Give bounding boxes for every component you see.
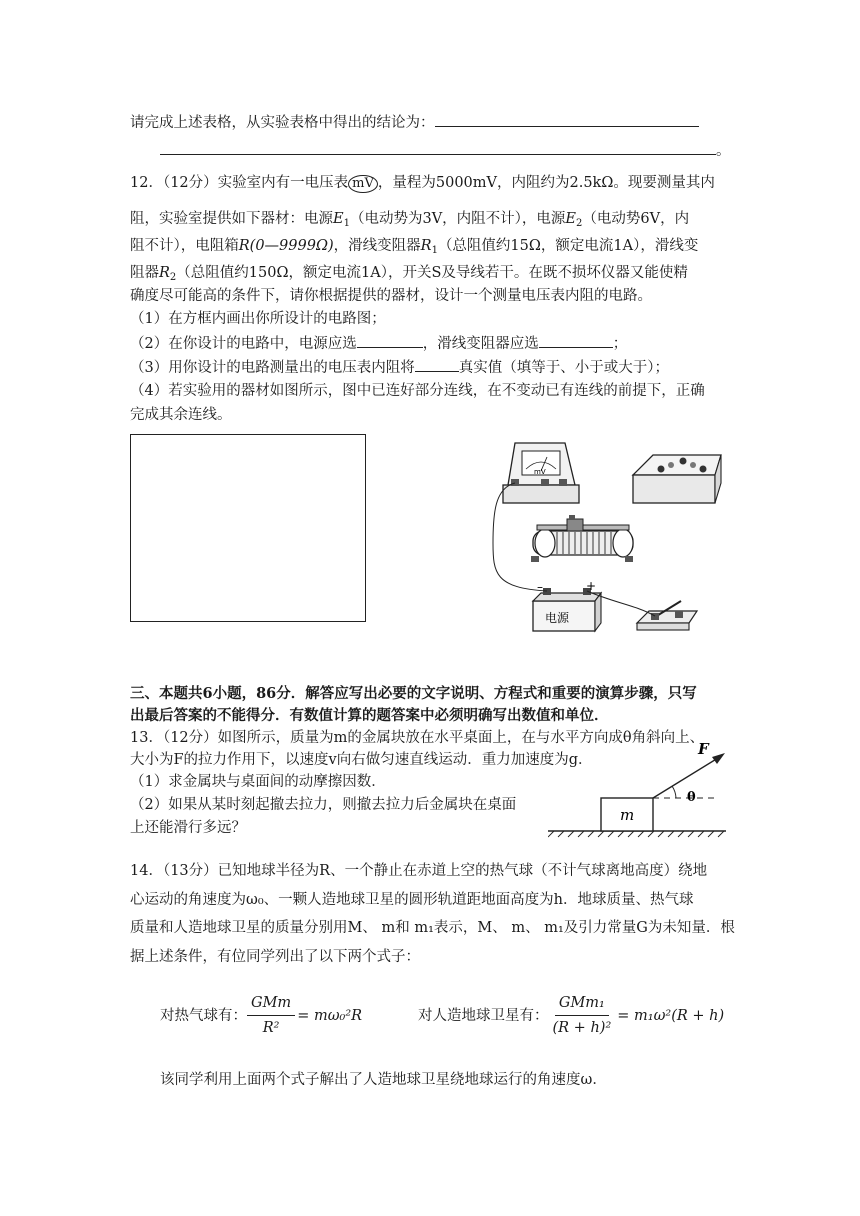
q13-sub-2b: 上还能滑行多远？ bbox=[130, 820, 246, 836]
q12-line-2: 阻，实验室提供如下器材：电源$E_1$（电动势为3V，内阻不计），电源$E_2$（电动势6V，内 bbox=[130, 211, 690, 229]
rheostat-device bbox=[531, 515, 633, 562]
meter-face-label: mV bbox=[534, 468, 546, 476]
q11-end-mark: 。 bbox=[716, 143, 731, 159]
equation-balloon: 对热气球有： $\frac{\text{GMm}}{\text{R²}}$ = mω₀²R bbox=[160, 995, 363, 1036]
q12-line-1: 12．（12分）实验室内有一电压表 mV ，量程为5000mV，内阻约为2.5kΩ。现要测量其内 bbox=[130, 175, 715, 191]
circuit-drawing-box[interactable] bbox=[130, 434, 366, 622]
q13-line-1: 13．（12分）如图所示，质量为m的金属块放在水平桌面上，在与水平方向成θ角斜向上、 bbox=[130, 730, 705, 746]
q12-sub-4a: （4）若实验用的器材如图所示，图中已连好部分连线，在不变动已有连线的前提下，正确 bbox=[130, 383, 705, 399]
q14-line-4: 据上述条件，有位同学列出了以下两个式子： bbox=[130, 949, 420, 965]
q12-line-4: 阻器$R_2$（总阻值约150Ω，额定电流1A），开关S及导线若干。在既不损坏仪器又能使精 bbox=[130, 265, 688, 283]
q12-compare-blank[interactable] bbox=[415, 357, 459, 372]
force-label: F bbox=[698, 740, 709, 758]
q12-source-blank[interactable] bbox=[357, 333, 423, 348]
block-force-figure bbox=[548, 738, 728, 838]
q11-conclusion-prompt bbox=[130, 112, 699, 133]
power-supply-device bbox=[533, 579, 601, 631]
section3-heading-line2: 出最后答案的不能得分．有数值计算的题答案中必须明确写出数值和单位． bbox=[130, 707, 609, 724]
q13-line-2: 大小为F的拉力作用下，以速度v向右做匀速直线运动．重力加速度为g． bbox=[130, 752, 593, 768]
equation-satellite: 对人造地球卫星有： $\frac{\text{GMm₁}}{\text{(R + h)²}}$ = m₁ω²(R + h) bbox=[418, 995, 725, 1036]
angle-label: θ bbox=[687, 790, 696, 805]
section3-heading-line1: 三、本题共6小题，86分．解答应写出必要的文字说明、方程式和重要的演算步骤，只写 bbox=[130, 685, 697, 702]
battery-plus-label: + bbox=[586, 579, 597, 593]
q11-prompt-text: 请完成上述表格，从实验表格中得出的结论为： bbox=[130, 115, 435, 131]
apparatus-figure bbox=[485, 433, 735, 638]
q12-sub-3: （3）用你设计的电路测量出的电压表内阻将 真实值（填等于、小于或大于）； bbox=[130, 357, 669, 378]
q14-conclusion: 该同学利用上面两个式子解出了人造地球卫星绕地球运行的角速度ω． bbox=[160, 1072, 607, 1088]
voltmeter-device bbox=[503, 443, 579, 503]
q12-rheostat-blank[interactable] bbox=[539, 333, 613, 348]
q11-answer-blank-1[interactable] bbox=[435, 112, 699, 127]
q12-line-3: 阻不计），电阻箱R(0—9999Ω)，滑线变阻器$R_1$（总阻值约15Ω，额定电流1A），滑线变 bbox=[130, 238, 699, 256]
q14-line-2: 心运动的角速度为ω₀、一颗人造地球卫星的圆形轨道距地面高度为h．地球质量、热气球 bbox=[130, 892, 694, 908]
switch-device bbox=[637, 601, 697, 630]
q12-sub-4b: 完成其余连线。 bbox=[130, 407, 232, 423]
eq2-fraction: $\frac{\text{GMm₁}}{\text{(R + h)²}}$ bbox=[552, 995, 612, 1036]
block-mass-label: m bbox=[620, 806, 635, 824]
resistance-box-device bbox=[633, 455, 721, 503]
force-arrow bbox=[653, 758, 718, 798]
q14-line-3: 质量和人造地球卫星的质量分别用M、 m和 m₁表示，M、 m、 m₁及引力常量G为未知量．根 bbox=[130, 920, 735, 936]
q12-sub-2: （2）在你设计的电路中，电源应选 ，滑线变阻器应选 ； bbox=[130, 333, 627, 354]
q11-conclusion-line2 bbox=[160, 140, 731, 161]
q11-answer-blank-2[interactable] bbox=[160, 140, 716, 155]
q14-line-1: 14．（13分）已知地球半径为R、一个静止在赤道上空的热气球（不计气球离地高度）绕地 bbox=[130, 863, 708, 879]
battery-minus-label: – bbox=[537, 580, 543, 594]
q12-line-5: 确度尽可能高的条件下，请你根据提供的器材，设计一个测量电压表内阻的电路。 bbox=[130, 288, 652, 304]
eq1-fraction: $\frac{\text{GMm}}{\text{R²}}$ bbox=[247, 993, 295, 1038]
q13-sub-1: （1）求金属块与桌面间的动摩擦因数． bbox=[130, 774, 386, 790]
q12-sub-1: （1）在方框内画出你所设计的电路图； bbox=[130, 311, 386, 327]
q13-sub-2a: （2）如果从某时刻起撤去拉力，则撤去拉力后金属块在桌面 bbox=[130, 797, 517, 813]
voltmeter-symbol: mV bbox=[348, 175, 378, 193]
battery-label: 电源 bbox=[545, 611, 570, 625]
